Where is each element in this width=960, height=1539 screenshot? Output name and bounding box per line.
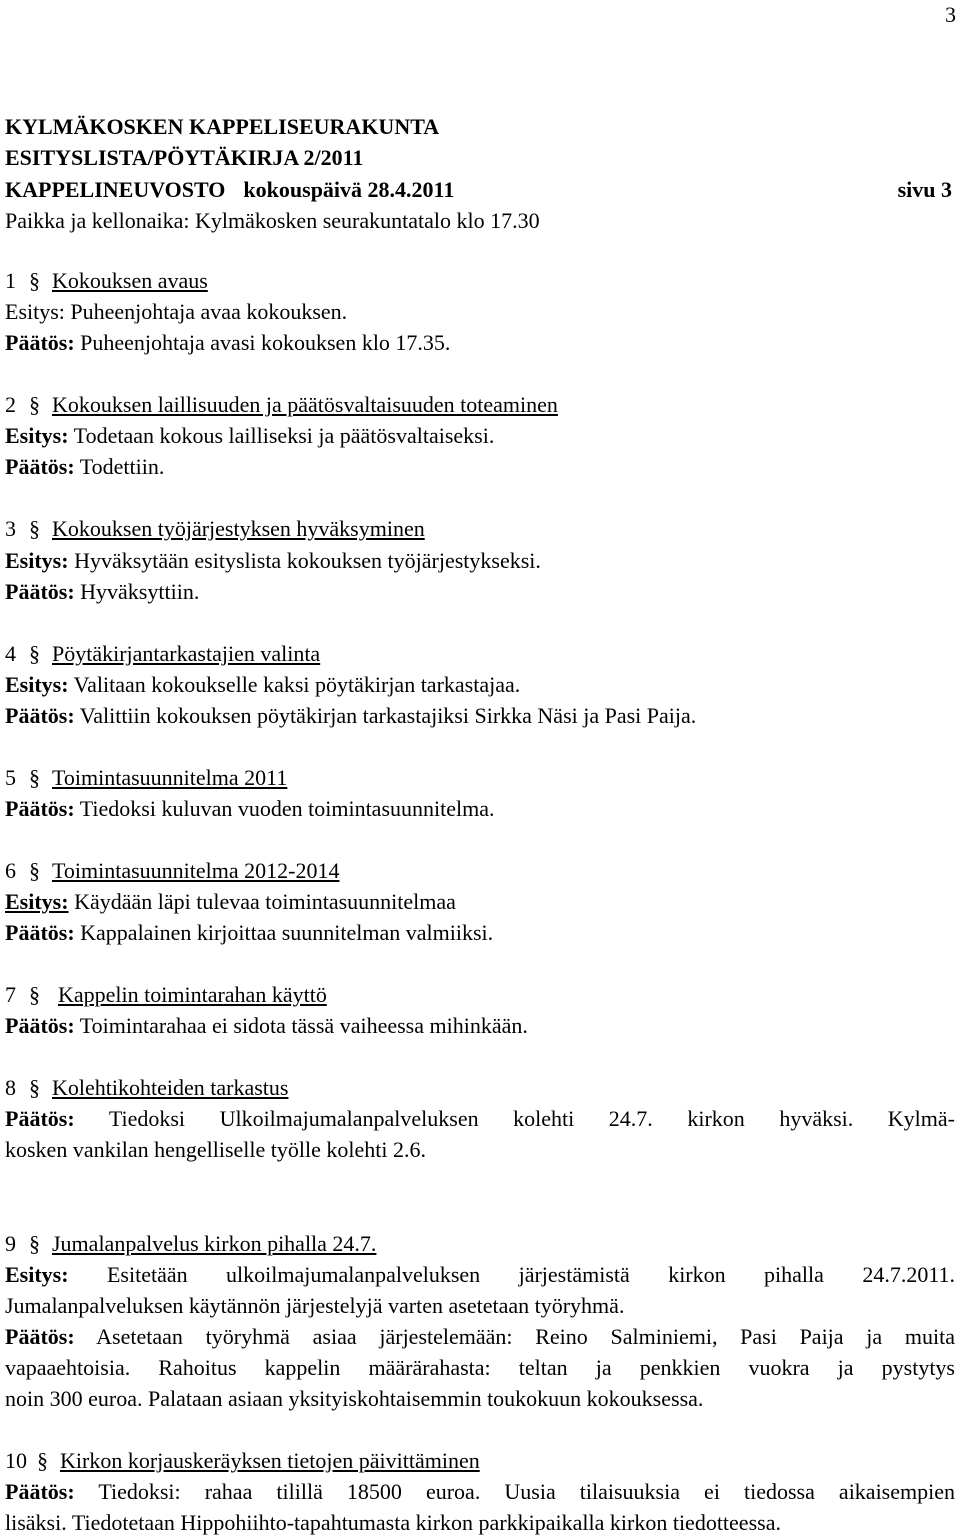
section-3-heading: 3 § Kokouksen työjärjestyksen hyväksyminen <box>5 516 425 541</box>
section-4-heading: 4 § Pöytäkirjantarkastajien valinta <box>5 641 321 666</box>
section-9-paatos-line-1: Päätös: Asetetaan työryhmä asiaa järjestelemään: Reino Salminiemi, Pasi Paija ja muita <box>5 1324 955 1349</box>
section-9-heading: 9 § Jumalanpalvelus kirkon pihalla 24.7. <box>5 1231 377 1256</box>
section-7-paatos: Päätös: Toimintarahaa ei sidota tässä vaiheessa mihinkään. <box>5 1013 528 1038</box>
document-title: ESITYSLISTA/PÖYTÄKIRJA 2/2011 <box>5 145 364 170</box>
section-3-esitys: Esitys: Hyväksytään esityslista kokouksen työjärjestykseksi. <box>5 548 541 573</box>
section-7-heading: 7 § Kappelin toimintarahan käyttö <box>5 982 327 1007</box>
section-3-paatos: Päätös: Hyväksyttiin. <box>5 579 200 604</box>
section-2-paatos: Päätös: Todettiin. <box>5 454 165 479</box>
section-6-heading: 6 § Toimintasuunnitelma 2012-2014 <box>5 858 340 883</box>
section-4-esitys: Esitys: Valitaan kokoukselle kaksi pöytäkirjan tarkastajaa. <box>5 672 521 697</box>
section-4-paatos: Päätös: Valittiin kokouksen pöytäkirjan tarkastajiksi Sirkka Näsi ja Pasi Paija. <box>5 703 697 728</box>
section-9-esitys-line-2: Jumalanpalveluksen käytännön järjestelyjä varten asetetaan työryhmä. <box>5 1293 625 1318</box>
section-1-paatos: Päätös: Puheenjohtaja avasi kokouksen klo 17.35. <box>5 330 451 355</box>
section-8-paatos-line-2: kosken vankilan hengelliselle työlle kolehti 2.6. <box>5 1137 426 1162</box>
meeting-date: kokouspäivä 28.4.2011 <box>243 177 455 202</box>
section-1-esitys: Esitys: Puheenjohtaja avaa kokouksen. <box>5 299 348 324</box>
section-5-heading: 5 § Toimintasuunnitelma 2011 <box>5 765 288 790</box>
meeting-line <box>5 175 454 205</box>
section-6-esitys: Esitys: Käydään läpi tulevaa toimintasuunnitelmaa <box>5 889 456 914</box>
sheet-number: sivu 3 <box>897 177 952 202</box>
section-9-paatos-line-3: noin 300 euroa. Palataan asiaan yksityiskohtaisemmin toukokuun kokouksessa. <box>5 1386 704 1411</box>
page-number: 3 <box>945 2 956 27</box>
place-and-time: Paikka ja kellonaika: Kylmäkosken seurakuntatalo klo 17.30 <box>5 208 540 233</box>
section-1-heading: 1 § Kokouksen avaus <box>5 268 208 293</box>
section-6-paatos: Päätös: Kappalainen kirjoittaa suunnitelman valmiiksi. <box>5 920 494 945</box>
section-8-heading: 8 § Kolehtikohteiden tarkastus <box>5 1075 289 1100</box>
section-2-heading: 2 § Kokouksen laillisuuden ja päätösvaltaisuuden toteaminen <box>5 392 558 417</box>
section-10-heading: 10 § Kirkon korjauskeräyksen tietojen päivittäminen <box>5 1448 480 1473</box>
section-10-paatos-line-1: Päätös: Tiedoksi: rahaa tilillä 18500 euroa. Uusia tilaisuuksia ei tiedossa aikaisempien <box>5 1479 955 1504</box>
section-9-paatos-line-2: vapaaehtoisia. Rahoitus kappelin määrärahasta: teltan ja penkkien vuokra ja pystytys <box>5 1355 955 1380</box>
council-name: KAPPELINEUVOSTO <box>5 177 226 202</box>
section-5-paatos: Päätös: Tiedoksi kuluvan vuoden toimintasuunnitelma. <box>5 796 495 821</box>
section-8-paatos-line-1: Päätös: Tiedoksi Ulkoilmajumalanpalveluksen kolehti 24.7. kirkon hyväksi. Kylmä- <box>5 1106 955 1131</box>
section-2-esitys: Esitys: Todetaan kokous lailliseksi ja päätösvaltaiseksi. <box>5 423 495 448</box>
parish-name: KYLMÄKOSKEN KAPPELISEURAKUNTA <box>5 114 440 139</box>
section-10-paatos-line-2: lisäksi. Tiedotetaan Hippohiihto-tapahtumasta kirkon parkkipaikalla kirkon tiedotteessa. <box>5 1510 781 1535</box>
section-9-esitys-line-1: Esitys: Esitetään ulkoilmajumalanpalveluksen järjestämistä kirkon pihalla 24.7.2011. <box>5 1262 956 1287</box>
